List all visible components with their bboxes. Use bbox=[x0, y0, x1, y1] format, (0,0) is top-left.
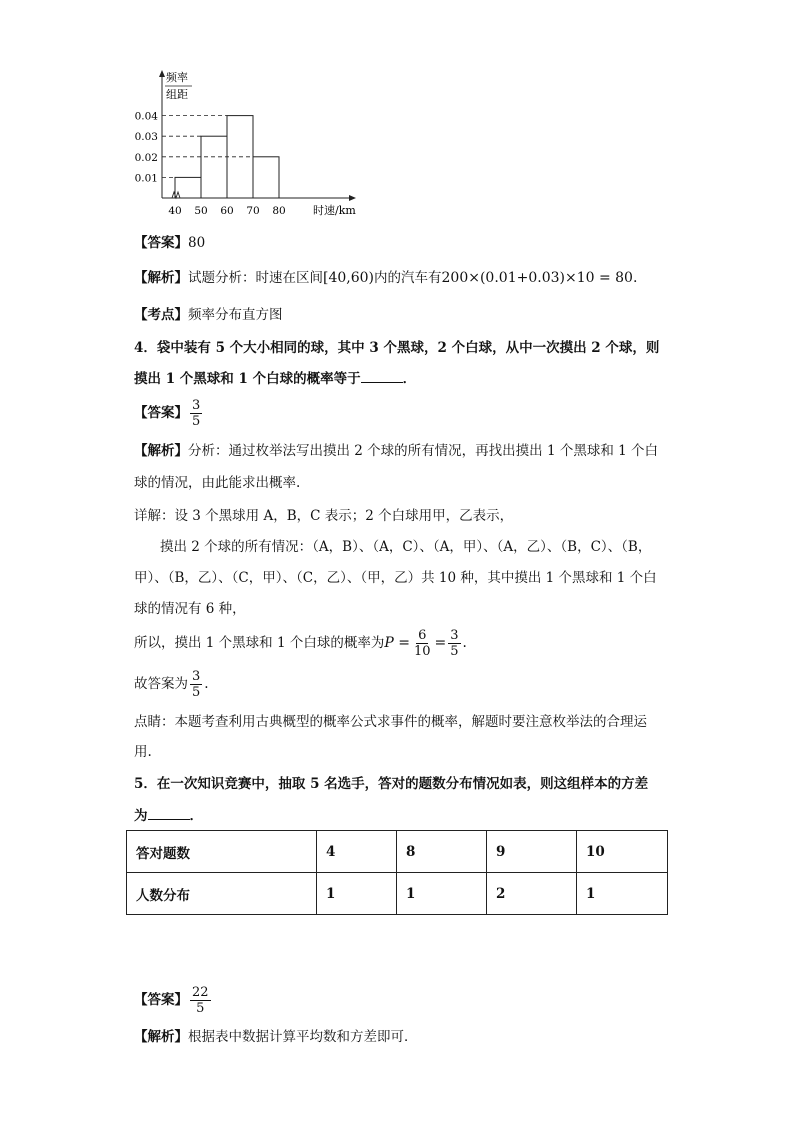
fraction-numerator: 3 bbox=[450, 628, 459, 643]
q3-point-line bbox=[134, 305, 283, 325]
y-axis-label-top: 频率 bbox=[166, 71, 188, 84]
q5-analysis-line bbox=[134, 1027, 418, 1047]
table-cell: 1 bbox=[397, 873, 487, 915]
equals-sign: = bbox=[434, 635, 447, 651]
answer-tag: 【答案】 bbox=[134, 235, 188, 251]
fraction-denominator: 5 bbox=[192, 414, 201, 429]
probability-symbol: P = bbox=[384, 635, 410, 651]
x-tick-label: 80 bbox=[272, 205, 286, 217]
fraction-denominator: 5 bbox=[196, 1001, 205, 1016]
q4-conclusion-fraction bbox=[190, 669, 202, 700]
q4-comment-line1: 点睛：本题考查利用古典概型的概率公式求事件的概率，解题时要注意枚举法的合理运 bbox=[134, 714, 647, 730]
q3-analysis-text2: 内的汽车有 bbox=[374, 270, 442, 286]
y-tick-label: 0.03 bbox=[134, 131, 158, 144]
table-cell: 答对题数 bbox=[127, 831, 317, 873]
distribution-table bbox=[126, 830, 668, 915]
x-tick-label: 50 bbox=[194, 205, 208, 217]
q3-analysis-text: 试题分析：时速在区间 bbox=[188, 270, 323, 286]
histogram-bar bbox=[253, 157, 279, 198]
fraction-numerator: 3 bbox=[192, 398, 201, 413]
fraction-numerator: 22 bbox=[192, 985, 209, 1000]
period: . bbox=[204, 676, 209, 692]
fraction-denominator: 10 bbox=[413, 644, 431, 659]
table-row bbox=[127, 873, 668, 915]
table-cell: 10 bbox=[577, 831, 668, 873]
q4-question-line2 bbox=[134, 368, 416, 389]
axis-break-mark bbox=[172, 192, 180, 198]
q4-probability-line bbox=[134, 626, 467, 660]
answer-blank bbox=[361, 368, 403, 383]
period: . bbox=[462, 635, 467, 651]
q3-analysis-line bbox=[134, 268, 637, 288]
fraction-6-10 bbox=[412, 628, 433, 659]
q4-probability-text: 所以，摸出 1 个黑球和 1 个白球的概率为 bbox=[134, 635, 385, 651]
q4-detail-line4: 球的情况有 6 种， bbox=[134, 601, 246, 617]
x-tick-label: 70 bbox=[246, 205, 260, 217]
y-tick-label: 0.01 bbox=[134, 172, 158, 185]
q4-conclusion-line bbox=[134, 667, 209, 701]
y-tick-label: 0.04 bbox=[134, 110, 158, 123]
table-cell: 1 bbox=[317, 873, 397, 915]
frequency-histogram bbox=[120, 66, 370, 221]
q4-analysis-text: 分析：通过枚举法写出摸出 2 个球的所有情况，再找出摸出 1 个黑球和 1 个白 bbox=[188, 443, 659, 459]
point-tag: 【考点】 bbox=[134, 307, 188, 323]
q4-answer-line bbox=[134, 397, 204, 429]
x-tick-label: 40 bbox=[168, 205, 182, 217]
q3-point-text: 频率分布直方图 bbox=[188, 307, 283, 323]
q4-detail-line1: 详解：设 3 个黑球用 A，B，C 表示；2 个白球用甲，乙表示， bbox=[134, 508, 514, 524]
analysis-tag: 【解析】 bbox=[134, 1029, 188, 1045]
q4-detail-line3: 甲）、（B，乙）、（C，甲）、（C，乙）、（甲，乙）共 10 种，其中摸出 1 个黑球和 1 个白 bbox=[134, 570, 657, 586]
answer-tag: 【答案】 bbox=[134, 405, 188, 421]
q3-answer-value: 80 bbox=[188, 235, 206, 251]
q5-question-text: 为 bbox=[134, 808, 148, 824]
histogram-bar bbox=[201, 136, 227, 198]
fraction-numerator: 6 bbox=[418, 628, 427, 643]
q5-question-end: ． bbox=[189, 808, 203, 824]
x-axis-label: 时速/km bbox=[313, 204, 356, 217]
table-cell: 1 bbox=[577, 873, 668, 915]
fraction-denominator: 5 bbox=[192, 685, 201, 700]
q4-comment-line2: 用. bbox=[134, 744, 152, 760]
answer-tag: 【答案】 bbox=[134, 992, 188, 1008]
q4-question-text: 摸出 1 个黑球和 1 个白球的概率等于 bbox=[134, 371, 361, 387]
q4-conclusion-text: 故答案为 bbox=[134, 676, 188, 692]
table-cell: 8 bbox=[397, 831, 487, 873]
q4-question-line1: 4．袋中装有 5 个大小相同的球，其中 3 个黑球，2 个白球，从中一次摸出 2 个球，则 bbox=[134, 340, 660, 356]
q5-analysis-text: 根据表中数据计算平均数和方差即可． bbox=[188, 1029, 418, 1045]
q3-formula: 200×(0.01+0.03)×10 = 80. bbox=[441, 270, 638, 286]
q5-answer-fraction bbox=[190, 985, 211, 1016]
q4-answer-fraction bbox=[190, 398, 202, 429]
q5-question-line1: 5．在一次知识竞赛中，抽取 5 名选手，答对的题数分布情况如表，则这组样本的方差 bbox=[134, 776, 649, 792]
analysis-tag: 【解析】 bbox=[134, 443, 188, 459]
analysis-tag: 【解析】 bbox=[134, 270, 188, 286]
q3-answer-line bbox=[134, 233, 205, 253]
y-axis-label-bottom: 组距 bbox=[166, 88, 188, 101]
table-row bbox=[127, 831, 668, 873]
q4-detail-line2: 摸出 2 个球的所有情况：（A，B）、（A，C）、（A，甲）、（A，乙）、（B，C）、（B， bbox=[160, 539, 652, 555]
q5-question-line2 bbox=[134, 805, 203, 826]
q4-analysis-line1 bbox=[134, 441, 658, 461]
y-tick-labels bbox=[135, 111, 159, 185]
x-axis-arrow bbox=[349, 195, 356, 201]
answer-blank bbox=[148, 805, 190, 820]
fraction-numerator: 3 bbox=[192, 669, 201, 684]
x-tick-labels bbox=[168, 205, 285, 217]
y-axis-arrow bbox=[159, 70, 165, 77]
fraction-denominator: 5 bbox=[450, 644, 459, 659]
y-tick-label: 0.02 bbox=[134, 151, 158, 164]
fraction-3-5 bbox=[448, 628, 460, 659]
q3-interval: [40,60) bbox=[323, 270, 375, 286]
x-tick-label: 60 bbox=[220, 205, 234, 217]
q4-question-end: ． bbox=[402, 371, 417, 387]
table-cell: 2 bbox=[487, 873, 577, 915]
q4-analysis-line2: 球的情况，由此能求出概率. bbox=[134, 475, 301, 491]
reference-lines bbox=[162, 116, 253, 178]
table-cell: 9 bbox=[487, 831, 577, 873]
table-cell: 4 bbox=[317, 831, 397, 873]
table-cell: 人数分布 bbox=[127, 873, 317, 915]
q5-answer-line bbox=[134, 982, 213, 1018]
